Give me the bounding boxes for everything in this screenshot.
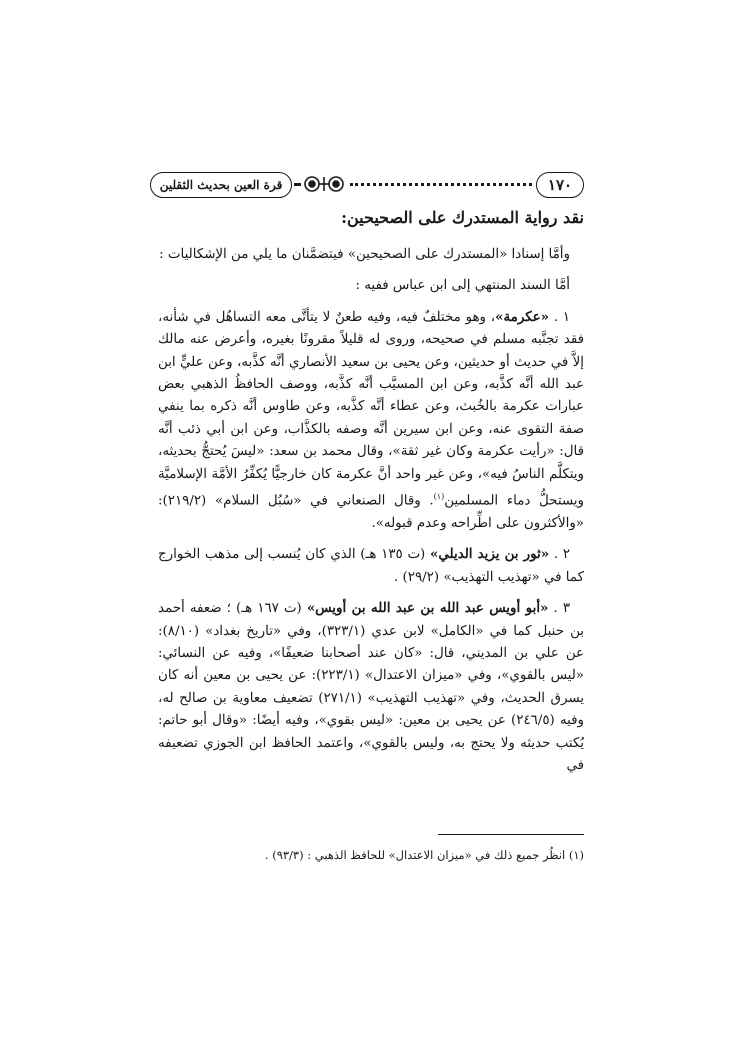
narrator-name: «أبو أويس عبد الله بن عبد الله بن أويس» (306, 600, 549, 617)
item-text-after: . وقال الصنعاني في «سُبُل السلام» (٢١٩/٢): «والأكثرون على اطِّراحه وعدم قبوله». (158, 493, 584, 531)
item-number: ٢ . (553, 547, 571, 563)
page-number: ١٧٠ (547, 176, 573, 194)
footnote: (١) انظُر جميع ذلك في «ميزان الاعتدال» للحافظ الذهبي : (٩٣/٣) . (264, 848, 584, 862)
page-header (150, 170, 584, 200)
list-item-abu-uways (158, 597, 584, 777)
list-item-thawr (158, 543, 584, 589)
narrator-name: «ثور بن يزيد الديلي» (430, 546, 550, 563)
list-item-ikrima (158, 306, 584, 536)
page-number-badge (536, 172, 584, 198)
ornament-icon (300, 172, 348, 196)
book-title: قرة العين بحديث الثقلين (159, 178, 283, 192)
narrator-name: «عكرمة» (495, 308, 549, 325)
header-dotted-rule (350, 183, 532, 186)
page-body (158, 206, 584, 785)
item-text: ، وهو مختلفٌ فيه، وفيه طعنٌ لا يتأتَّى معه التساهُل في شأنه، فقد تجنَّبه مسلم في صحيحه، وروى له قليلاً مقرونًا بغيره، وأعرض عنه مالك إلاَّ في حديث أو حديثين، وعن يحيى بن سعيد الأنصاري أنَّه كذَّبه، وعن عليٍّ ابن عبد الله أنَّه كذَّبه، وعن ابن المسيَّب أنَّه كذَّبه، ووصف الحافظُ الذهبي بعض عبارات عكرمة بالخُبث، وعن عطاء أنَّه كذَّبه، وعن طاوس أنَّه ذكره بما ينفي صفة التقوى عنه، وعن ابن سيرين أنَّه وصفه بالكذَّاب، وعن ابن أبي ذئب أنَّه قال: «رأيت عكرمة وكان غير ثقة»، وقال محمد بن سعد: «ليسَ يُحتجُّ بحديثه، ويتكلَّم الناسُ فيه»، وعن غير واحد أنَّ عكرمة كان خارجيًّا يُكفِّرُ الأمَّة الإسلاميَّة ويستحلُّ دماء المسلمين (158, 309, 584, 509)
item-text: (ت ١٣٥ هـ) الذي كان يُنسب إلى مذهب الخوارج كما في «تهذيب التهذيب» (٢٩/٢) . (158, 547, 584, 585)
item-text: (ت ١٦٧ هـ) ؛ ضعفه أحمد بن حنبل كما في «الكامل» لابن عدي (٣٢٣/١)، وفي «تاريخ بغداد» (٨/١٠): عن علي بن المديني، قال: «كان عند أصحابنا ضعيفًا»، وفيه عن النسائي: «ليس بالقوي»، وفي «ميزان الاعتدال» (٢٢٣/١): عن يحيى بن معين أنه كان يسرق الحديث، وفي «تهذيب التهذيب» (٢٧١/١) تضعيف معاوية بن صالح له، وفيه (٢٤٦/٥) عن يحيى بن معين: «ليس بقوي»، وفيه أيضًا: «وقال أبو حاتم: يُكتب حديثه ولا يحتج به، وليس بالقوي»، واعتمد الحافظ ابن الجوزي تضعيفه في (158, 601, 585, 773)
item-number: ٣ . (553, 601, 571, 617)
footnote-ref[interactable]: (١) (433, 492, 445, 502)
item-number: ١ . (553, 309, 570, 325)
section-heading: نقد رواية المستدرك على الصحيحين: (341, 208, 584, 227)
intro-paragraph: وأمَّا إسنادا «المستدرك على الصحيحين» فيتضمَّنان ما يلي من الإشكاليات : (159, 247, 570, 262)
footnote-divider (438, 834, 584, 835)
sub-heading-paragraph: أمَّا السند المنتهي إلى ابن عباس ففيه : (355, 278, 570, 294)
running-title (150, 172, 292, 198)
